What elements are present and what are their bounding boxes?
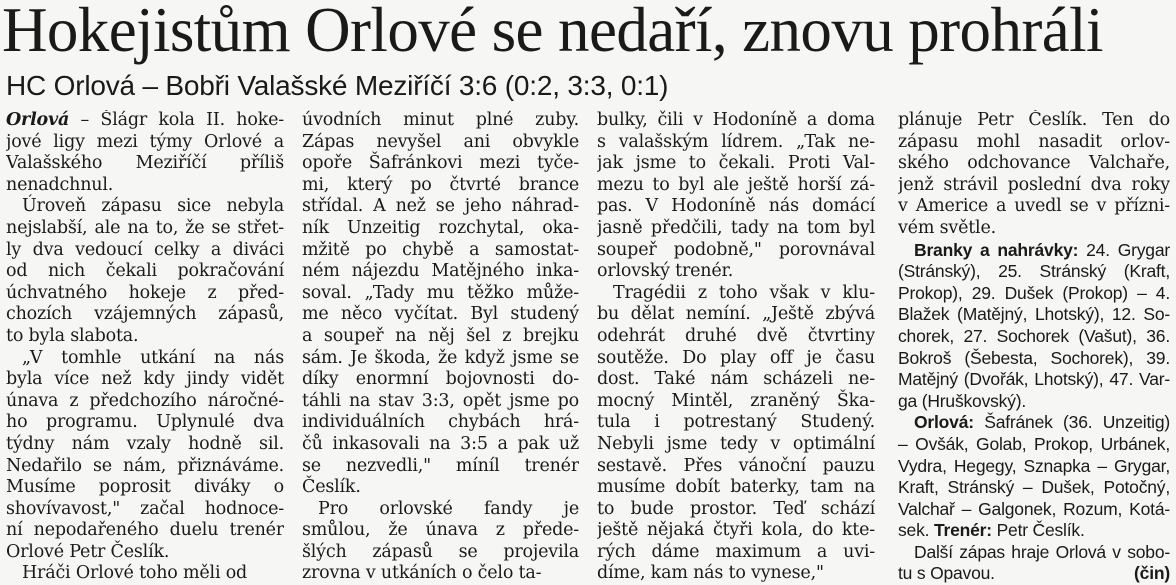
line-text: Musíme poprosit diváky o [6,477,284,498]
text-line [6,477,284,499]
line-text: zrovna v utkáních o čelo ta- [302,563,542,584]
line-text: díky enormní bojovnosti do- [302,369,579,390]
line-text: sestavě. Přes vánoční pauzu [597,455,875,476]
text-line [597,563,875,585]
line-text: jenž strávil poslední dva roky [898,174,1170,195]
text-line [302,110,579,132]
text-line [302,326,579,348]
lineup-text: sek. [898,520,934,541]
line-text: ještě nějaká čtyři kola, do kte- [597,520,875,541]
text-line [6,456,284,478]
line-text: tula i potrestaný Studený. [597,412,875,433]
text-line [302,542,579,564]
goals-text: chorek, 27. Sochorek (Vašut), 36. [898,325,1170,346]
line-text: me něco vyčítat. Byl studený [302,304,579,325]
text-line [597,175,875,197]
next-match-text: Další zápas hraje Orlová v sobo- [914,541,1170,562]
goals-line [898,391,1170,413]
line-text: smůlou, že únava z přede- [302,520,579,541]
goals-box [898,240,1170,413]
lineup-box [898,412,1170,542]
article-column-1 [6,110,284,585]
text-line [302,240,579,262]
line-text: jak jsme to čekali. Proti Val- [597,153,875,174]
line-text: ho programu. Uplynulé dva [6,412,284,433]
lineup-line [898,456,1170,478]
subheadline: HC Orlová – Bobři Valašské Meziříčí 3:6 (0:2, 3:3, 0:1) [6,70,669,101]
text-line [302,391,579,413]
line-text: mžitě po chybě a samostat- [302,239,579,260]
line-text: bulky, čili v Hodoníně a doma [597,110,875,130]
line-text: Nedařilo se nám, přiznáváme. [6,455,284,476]
text-line [597,304,875,326]
line-text: dost. Také nám scházeli ne- [597,369,875,390]
line-text: únava z předchozího náročné- [6,390,284,411]
text-line [6,261,284,283]
byline: (čin) [1134,563,1170,584]
goals-line [898,283,1170,305]
line-text: ní nepodařeného duelu trenér [6,520,284,541]
line-text: vém světle. [898,217,996,238]
text-line [597,391,875,413]
line-text: nejslabší, ale na to, že se střet- [6,217,284,238]
line-text: plánuje Petr Česlík. Ten do [898,110,1170,130]
goals-text: Bokroš (Šebesta, Sochorek), 39. [898,347,1170,368]
line-text: bu dělat nemíní. „Ještě zbývá [597,304,875,325]
goals-line [914,240,1170,262]
text-line [6,218,284,240]
lineup-text: Valchař – Galgonek, Rozum, Kotá- [898,498,1170,519]
lineup-label: Orlová: [914,412,974,433]
text-line [302,477,579,499]
line-text: nenadchnul. [6,174,114,195]
text-line [6,520,284,542]
text-line [597,261,875,283]
text-line [302,218,579,240]
text-line [6,132,284,154]
line-text: to byla slabota. [6,325,139,346]
line-text: orlovský trenér. [597,261,734,282]
text-line [302,132,579,154]
next-match-line [898,563,1170,585]
line-text: Tragédii z toho však v klu- [613,282,875,303]
text-line [302,175,579,197]
text-line [302,412,579,434]
line-text: Pro orlovské fandy je [318,498,579,519]
text-line [6,283,284,305]
lineup-line [898,520,1170,542]
goals-line [898,348,1170,370]
lineup-line [898,477,1170,499]
line-text: – Šlágr kola II. hoke- [69,110,284,130]
text-line [6,240,284,262]
article-column-4 [898,110,1170,585]
line-text: díme, kam nás to vynese," [597,563,824,584]
text-line [6,304,284,326]
line-text: zápasu mohl nasadit orlov- [898,131,1170,152]
text-line [302,434,579,456]
line-text: střídal. A než se jeho náhrad- [302,196,579,217]
text-line [898,218,1170,240]
line-text: opoře Šafránkovi mezi tyče- [302,153,579,174]
line-text: úchvatného hokeje z před- [6,282,284,303]
line-text: ném nájezdu Matějného inka- [302,261,579,282]
lineup-line [914,412,1170,434]
text-line [6,348,284,370]
article-column-2 [302,110,579,585]
line-text: Česlík. [302,477,361,498]
line-text: v Americe a uvedl se v přízni- [898,196,1170,217]
text-line [302,499,579,521]
next-match-line [914,542,1170,564]
text-line [6,434,284,456]
text-line [597,132,875,154]
lineup-line [898,499,1170,521]
text-line [898,196,1170,218]
text-line [597,326,875,348]
line-text: Orlové Petr Česlík. [6,541,170,562]
line-text: pas. V Hodoníně nás domácí [597,196,875,217]
text-line [6,326,284,348]
line-text: soval. „Tady mu těžko může- [302,282,579,303]
text-line [302,456,579,478]
column-4-text [898,110,1170,240]
line-text: soupeř podobně," porovnával [597,239,875,260]
line-text: mezu to byl ale ještě horší zá- [597,174,875,195]
lineup-line [898,434,1170,456]
line-text: sám. Je škoda, že když jsme se [302,347,579,368]
text-line [898,175,1170,197]
text-line [597,520,875,542]
text-line [302,304,579,326]
line-text: jasně předčili, tady na tom byl [597,217,875,238]
goals-text: Blažek (Matějný, Lhotský), 12. So- [898,304,1170,325]
line-text: ník Unzeitig rozchytal, oka- [302,217,579,238]
text-line [597,218,875,240]
line-text: ského odchovance Valchaře, [898,153,1170,174]
text-line [597,542,875,564]
line-text: se nezvedli," míníl trenér [302,455,579,476]
line-text: týdny nám vzaly hodně sil. [6,433,284,454]
lineup-text: Šafránek (36. Unzeitig) [973,412,1170,433]
text-line [597,456,875,478]
lineup-text: Kraft, Stránský – Dušek, Potočný, [898,477,1170,498]
goals-label: Branky a nahrávky: [914,239,1079,260]
coach-label: Trenér: [933,520,992,541]
line-text: soutěže. Do play off je času [597,347,875,368]
goals-text: 24. Grygar [1078,239,1170,260]
lineup-text: Vydra, Hegegy, Sznapka – Grygar, [898,455,1170,476]
text-line [597,499,875,521]
text-line [6,391,284,413]
text-line [898,110,1170,132]
text-line [6,196,284,218]
line-text: Zápas nevyšel ani obvykle [302,131,579,152]
text-line [898,132,1170,154]
line-text: byla více než kdy jindy vidět [6,369,284,390]
line-text: individuálních chybách hrá- [302,412,579,433]
text-line [302,369,579,391]
line-text: Úroveň zápasu sice nebyla [22,196,284,217]
line-text: jové ligy mezi týmy Orlové a [6,131,284,152]
line-text: musíme dobít baterky, tam na [597,477,875,498]
text-line [597,110,875,132]
text-line [597,153,875,175]
goals-text: (Stránský), 25. Stránský (Kraft, [898,261,1170,282]
text-line [6,542,284,564]
line-text: čů inkasovali na 3:5 a pak už [302,433,579,454]
line-text: to bude prostor. Teď schází [597,498,875,519]
text-line [597,283,875,305]
text-line [6,563,284,585]
goals-text: ga (Hruškovský). [898,390,1027,411]
line-text: shovívavost," začal hodnoce- [6,498,284,519]
line-text: odehrát druhé dvě čtvrtiny [597,325,875,346]
line-text: Nebyli jsme tedy v optimální [597,433,875,454]
next-match-text: tu s Opavou. [898,563,995,584]
text-line [597,369,875,391]
line-text: úvodních minut plné zuby. [302,110,579,130]
text-line [302,261,579,283]
line-text: šlých zápasů se projevila [302,541,579,562]
text-line [6,412,284,434]
text-line [597,240,875,262]
line-text: chozích vzájemných zápasů, [6,304,284,325]
goals-line [898,369,1170,391]
text-line [302,563,579,585]
text-line [597,348,875,370]
next-match [898,542,1170,585]
text-line [6,369,284,391]
text-line [597,412,875,434]
text-line [597,196,875,218]
line-text: a soupeř na něj šel z brejku [302,325,579,346]
goals-text: Prokop), 29. Dušek (Prokop) – 4. [898,282,1170,303]
text-line [302,283,579,305]
headline: Hokejistům Orlové se nedaří, znovu prohráli [2,0,1103,65]
line-text: Valašského Meziříčí příliš [6,153,284,174]
text-line [597,434,875,456]
lineup-text: – Ovšák, Golab, Prokop, Urbánek, [898,433,1170,454]
goals-line [898,261,1170,283]
line-text: Hráči Orlové toho měli od [22,563,248,584]
text-line [6,499,284,521]
coach-name: Petr Česlík. [991,520,1085,541]
line-text: mocný Mintěl, zraněný Ška- [597,390,875,411]
line-text: od nich čekali pokračování [6,261,284,282]
text-line [6,153,284,175]
goals-line [898,304,1170,326]
goals-text: Matějný (Dvořák, Lhotský), 47. Var- [898,369,1170,390]
text-line [597,477,875,499]
goals-line [898,326,1170,348]
line-text: „V tomhle utkání na nás [22,347,284,368]
line-text: táhli na stav 3:3, opět jsme po [302,390,579,411]
text-line [302,196,579,218]
text-line [898,153,1170,175]
line-text: ly dva vedoucí celky a diváci [6,239,284,260]
line-text: mi, který po čtvrté brance [302,174,579,195]
text-line [6,110,284,132]
dateline: Orlová [6,110,70,130]
text-line [6,175,284,197]
text-line [302,153,579,175]
article-column-3 [597,110,875,585]
line-text: s valašským lídrem. „Tak ne- [597,131,875,152]
text-line [302,520,579,542]
text-line [302,348,579,370]
line-text: rých dáme maximum a uvi- [597,541,875,562]
